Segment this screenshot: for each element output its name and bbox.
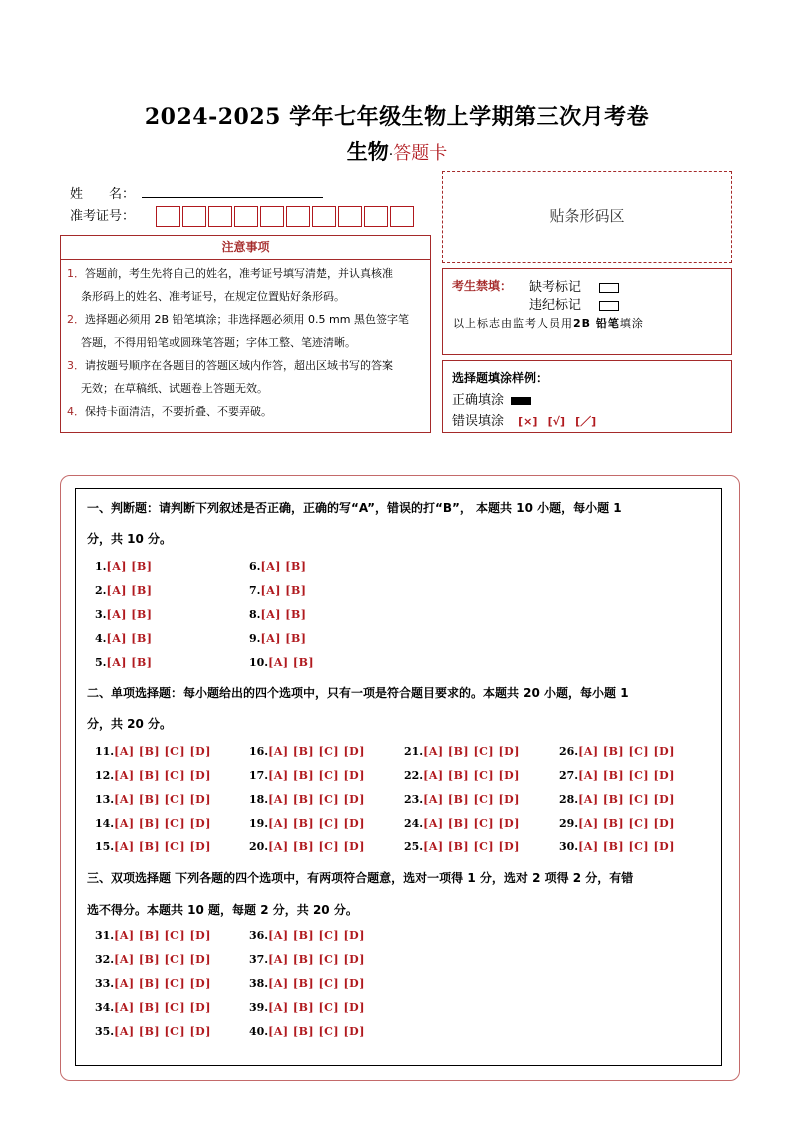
question-row[interactable]: 22.[A] [B] [C] [D] [404,769,520,782]
id-digit-box[interactable] [338,206,362,227]
barcode-label: 贴条形码区 [549,207,625,225]
id-digit-box[interactable] [312,206,336,227]
question-row[interactable]: 15.[A] [B] [C] [D] [95,840,211,853]
question-row[interactable]: 38.[A] [B] [C] [D] [249,977,365,990]
question-row[interactable]: 21.[A] [B] [C] [D] [404,745,520,758]
question-row[interactable]: 25.[A] [B] [C] [D] [404,840,520,853]
forbidden-box [442,268,732,355]
barcode-area [442,171,732,263]
notice-item-cont: 条形码上的姓名、准考证号，在规定位置贴好条形码。 [81,290,345,303]
question-row[interactable]: 6.[A] [B] [249,560,307,573]
question-row[interactable]: 13.[A] [B] [C] [D] [95,793,211,806]
question-row[interactable]: 3.[A] [B] [95,608,153,621]
question-row[interactable]: 39.[A] [B] [C] [D] [249,1001,365,1014]
question-row[interactable]: 32.[A] [B] [C] [D] [95,953,211,966]
wrong-mark-x: [×] [518,415,538,428]
question-row[interactable]: 34.[A] [B] [C] [D] [95,1001,211,1014]
subject-label: 生物 [346,139,389,164]
question-row[interactable]: 30.[A] [B] [C] [D] [559,840,675,853]
forbidden-note: 以上标志由监考人员用2B 铅笔填涂 [453,317,644,330]
wrong-fill-row [452,410,596,429]
question-row[interactable]: 17.[A] [B] [C] [D] [249,769,365,782]
forbidden-label: 考生禁填： [452,279,513,293]
sample-title: 选择题填涂样例： [452,371,549,385]
page-title: 2024-2025 学年七年级生物上学期第三次月考卷 [144,104,650,130]
notice-item: 1．答题前，考生先将自己的姓名，准考证号填写清楚，并认真核准 [67,267,393,280]
question-row[interactable]: 20.[A] [B] [C] [D] [249,840,365,853]
section-3-instructions: 三、双项选择题 下列各题的四个选项中，有两项符合题意，选对一项得 1 分，选对 2 项得 2 分，有错 [87,871,634,885]
subtitle-separator: · [388,147,394,163]
correct-fill-row [452,389,531,408]
question-row[interactable]: 37.[A] [B] [C] [D] [249,953,365,966]
section-1-instructions: 一、判断题：请判断下列叙述是否正确，正确的写“A”，错误的打“B”， 本题共 10 小题，每小题 1 [87,501,622,515]
notice-heading: 注意事项 [61,236,430,260]
section-2-instructions-cont: 分，共 20 分。 [87,717,173,731]
id-digit-box[interactable] [234,206,258,227]
violation-mark-box[interactable] [599,301,619,311]
question-row[interactable]: 27.[A] [B] [C] [D] [559,769,675,782]
question-row[interactable]: 14.[A] [B] [C] [D] [95,817,211,830]
name-label: 姓 名： [70,187,136,202]
question-row[interactable]: 18.[A] [B] [C] [D] [249,793,365,806]
section-1-instructions-cont: 分，共 10 分。 [87,532,173,546]
notice-list [61,260,430,423]
sample-box [442,360,732,433]
question-row[interactable]: 4.[A] [B] [95,632,153,645]
notice-item-cont: 无效；在草稿纸、试题卷上答题无效。 [81,382,268,395]
question-row[interactable]: 36.[A] [B] [C] [D] [249,929,365,942]
notice-item: 3．请按题号顺序在各题目的答题区域内作答，超出区域书写的答案 [67,359,393,372]
card-label: 答题卡 [393,143,448,164]
question-row[interactable]: 24.[A] [B] [C] [D] [404,817,520,830]
name-field[interactable] [142,197,323,198]
question-row[interactable]: 9.[A] [B] [249,632,307,645]
id-digit-box[interactable] [156,206,180,227]
id-digit-box[interactable] [260,206,284,227]
notice-item: 2．选择题必须用 2B 铅笔填涂；非选择题必须用 0.5 mm 黑色签字笔 [67,313,409,326]
correct-fill-label: 正确填涂 [452,393,505,408]
id-boxes[interactable] [156,206,416,227]
id-digit-box[interactable] [286,206,310,227]
notice-box [60,235,431,433]
id-digit-box[interactable] [208,206,232,227]
question-row[interactable]: 2.[A] [B] [95,584,153,597]
question-row[interactable]: 26.[A] [B] [C] [D] [559,745,675,758]
absent-mark-label: 缺考标记 [529,280,582,295]
question-row[interactable]: 23.[A] [B] [C] [D] [404,793,520,806]
question-row[interactable]: 31.[A] [B] [C] [D] [95,929,211,942]
question-row[interactable]: 10.[A] [B] [249,656,315,669]
question-row[interactable]: 19.[A] [B] [C] [D] [249,817,365,830]
question-row[interactable]: 40.[A] [B] [C] [D] [249,1025,365,1038]
absent-mark-box[interactable] [599,283,619,293]
question-row[interactable]: 33.[A] [B] [C] [D] [95,977,211,990]
section-3-instructions-cont: 选不得分。本题共 10 题，每题 2 分，共 20 分。 [87,903,358,917]
filled-mark-sample [511,397,531,405]
question-row[interactable]: 8.[A] [B] [249,608,307,621]
question-row[interactable]: 1.[A] [B] [95,560,153,573]
notice-item: 4．保持卡面清洁，不要折叠、不要弄破。 [67,405,272,418]
wrong-mark-check: [√] [547,415,565,428]
question-row[interactable]: 16.[A] [B] [C] [D] [249,745,365,758]
question-row[interactable]: 12.[A] [B] [C] [D] [95,769,211,782]
id-digit-box[interactable] [390,206,414,227]
id-digit-box[interactable] [364,206,388,227]
id-digit-box[interactable] [182,206,206,227]
absent-mark-row [529,276,619,295]
id-label: 准考证号： [70,209,136,224]
page-subtitle [0,136,794,166]
violation-mark-label: 违纪标记 [529,298,582,313]
question-row[interactable]: 5.[A] [B] [95,656,153,669]
question-row[interactable]: 29.[A] [B] [C] [D] [559,817,675,830]
notice-item-cont: 答题，不得用铅笔或圆珠笔答题；字体工整、笔迹清晰。 [81,336,356,349]
wrong-fill-label: 错误填涂 [452,414,505,429]
section-2-instructions: 二、单项选择题：每小题给出的四个选项中，只有一项是符合题目要求的。本题共 20 小题，每小题 1 [87,686,629,700]
question-row[interactable]: 35.[A] [B] [C] [D] [95,1025,211,1038]
question-row[interactable]: 7.[A] [B] [249,584,307,597]
violation-mark-row [529,294,619,313]
wrong-mark-slash: [／] [575,415,597,428]
question-row[interactable]: 28.[A] [B] [C] [D] [559,793,675,806]
question-row[interactable]: 11.[A] [B] [C] [D] [95,745,211,758]
